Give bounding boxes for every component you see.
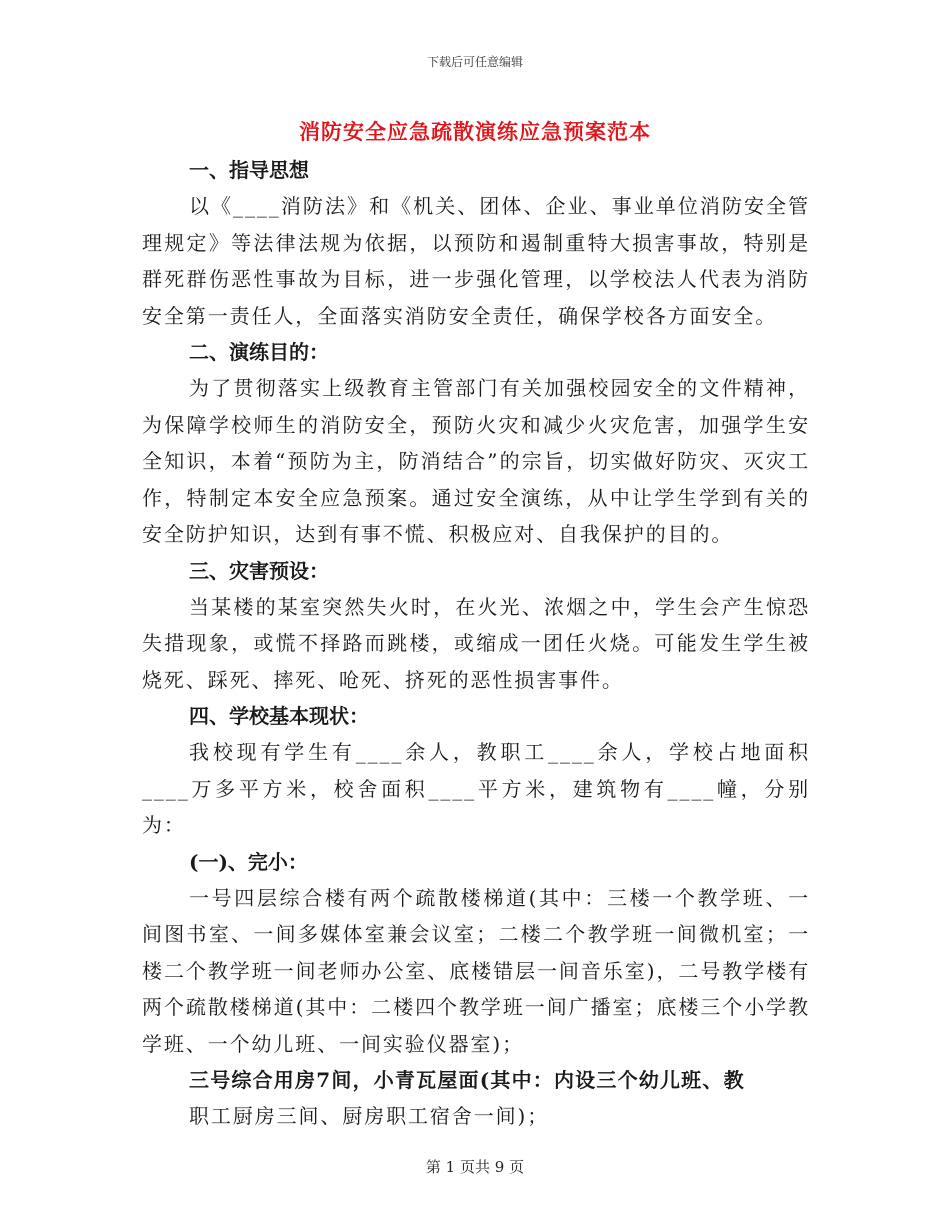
document-body <box>142 152 810 1134</box>
paragraph-primary-school: 一号四层综合楼有两个疏散楼梯道(其中：三楼一个教学班、一间图书室、一间多媒体室兼会议室；二楼二个教学班一间微机室；一楼二个教学班一间老师办公室、底楼错层一间音乐室)，二号教学楼有两个疏散楼梯道(其中：二楼四个教学班一间广播室；底楼三个小学教学班、一个幼儿班、一间实验仪器室)； <box>142 885 810 1056</box>
paragraph-building-three-continued: 职工厨房三间、厨房职工宿舍一间)； <box>189 1104 550 1128</box>
paragraph-guiding-ideology: 以《____消防法》和《机关、团体、企业、事业单位消防安全管理规定》等法律法规为依据，以预防和遏制重特大损害事故，特别是群死群伤恶性事故为目标，进一步强化管理，以学校法人代表为消防安全第一责任人，全面落实消防安全责任，确保学校各方面安全。 <box>142 194 810 328</box>
paragraph-school-status: 我校现有学生有____余人，教职工____余人，学校占地面积____万多平方米，校舍面积____平方米，建筑物有____幢，分别为： <box>142 740 810 837</box>
page-footer: 第 1 页共 9 页 <box>425 1158 525 1176</box>
document-title: 消防安全应急疏散演练应急预案范本 <box>299 119 651 144</box>
section-heading-guiding-ideology: 一、指导思想 <box>189 158 309 182</box>
paragraph-disaster-scenario: 当某楼的某室突然失火时，在火光、浓烟之中，学生会产生惊恐失措现象，或慌不择路而跳楼，或缩成一团任火烧。可能发生学生被烧死、踩死、摔死、呛死、挤死的恶性损害事件。 <box>142 594 810 692</box>
section-heading-primary-school: (一)、完小： <box>189 849 308 874</box>
section-heading-school-status: 四、学校基本现状： <box>189 704 369 728</box>
section-heading-disaster-scenario: 三、灾害预设： <box>189 558 329 583</box>
paragraph-building-three-bold: 三号综合用房7间，小青瓦屋面(其中：内设三个幼儿班、教 <box>189 1068 745 1092</box>
paragraph-drill-purpose: 为了贯彻落实上级教育主管部门有关加强校园安全的文件精神，为保障学校师生的消防安全，预防火灾和减少火灾危害，加强学生安全知识，本着“预防为主，防消结合”的宗旨，切实做好防灾、灭灾工作，特制定本安全应急预案。通过安全演练，从中让学生学到有关的安全防护知识，达到有事不慌、积极应对、自我保护的目的。 <box>142 376 810 546</box>
section-heading-drill-purpose: 二、演练目的： <box>189 340 329 364</box>
header-note: 下载后可任意编辑 <box>426 55 523 69</box>
